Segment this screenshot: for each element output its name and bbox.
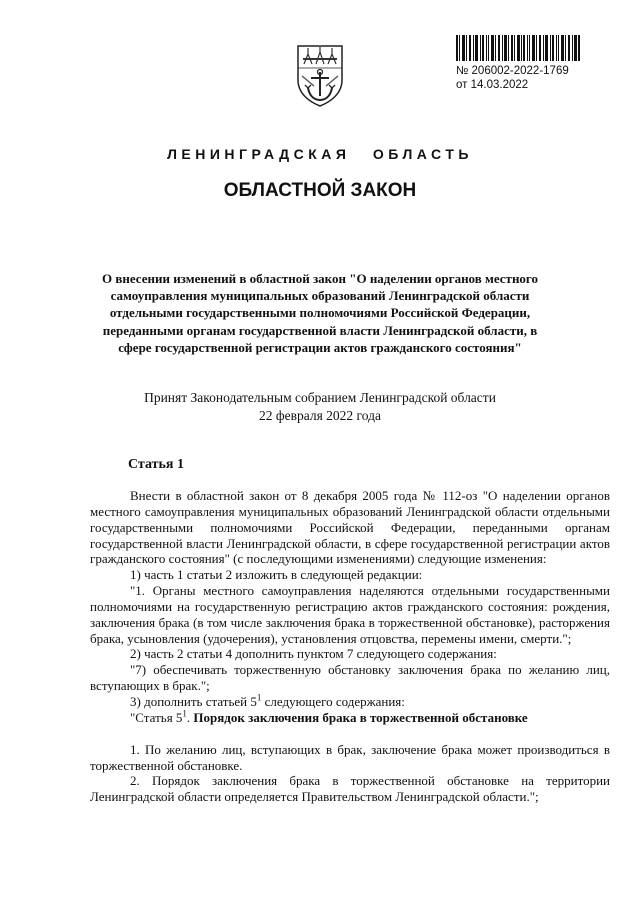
amendment-item-1: 1) часть 1 статьи 2 изложить в следующей редакции: <box>130 567 423 583</box>
new-article-prefix: "Статья 5 <box>130 709 183 725</box>
adoption-note <box>80 389 560 424</box>
amendment-item-1-text: "1. Органы местного самоуправления наделяются отдельными государственными полномочиями на государственную регистрацию актов гражданского состояния: рождения, заключения брака (в том числе заключения брака в торжественной обстановке), расторжения брака, усыновления (удочерения), установления отцовства, перемены имени, смерти."; <box>90 583 610 646</box>
new-article-title: Порядок заключения брака в торжественной обстановке <box>193 709 528 725</box>
new-article-heading: "Статья $5^1$. Порядок заключения брака в торжественной обстановке <box>130 708 528 725</box>
law-title: О внесении изменений в областной закон "О наделении органов местного самоуправления муниципальных образований Ленинградской области отдельными государственными полномочиями Российской Федерации, переданными органам государственной власти Ленинградской области, в сфере государственной регистрации актов гражданского состояния" <box>101 271 539 355</box>
document-type-heading: ОБЛАСТНОЙ ЗАКОН <box>223 180 417 201</box>
barcode-icon <box>456 35 580 61</box>
amendment-item-3-prefix: 3) дополнить статьей 5 <box>130 693 257 709</box>
adoption-line: Принят Законодательным собранием Ленинградской области <box>144 390 496 405</box>
new-article-point-1: 1. По желанию лиц, вступающих в брак, заключение брака может производиться в торжественной обстановке. <box>90 741 610 773</box>
new-article-point-2: 2. Порядок заключения брака в торжественной обстановке на территории Ленинградской области определяется Правительством Ленинградской области."; <box>90 773 610 805</box>
article-body <box>90 488 610 805</box>
adoption-date: 22 февраля 2022 года <box>259 407 381 423</box>
amendment-item-2-text: "7) обеспечивать торжественную обстановку заключения брака по желанию лиц, вступающих в брак."; <box>90 662 610 694</box>
registration-date: от 14.03.2022 <box>456 79 529 91</box>
new-article-sup: 1 <box>182 708 187 719</box>
amendment-item-2: 2) часть 2 статьи 4 дополнить пунктом 7 следующего содержания: <box>130 646 497 662</box>
amendment-item-3-suffix: следующего содержания: <box>261 693 405 709</box>
article-intro: Внести в областной закон от 8 декабря 2005 года № 112-оз "О наделении органов местного самоуправления муниципальных образований Ленинградской области отдельными государственными полномочиями Российской Федерации, переданными органам государственной власти Ленинградской области, в сфере государственной регистрации актов гражданского состояния" (с последующими изменениями) следующие изменения: <box>90 488 610 567</box>
registration-number: № 206002-2022-1769 <box>456 65 569 77</box>
article-heading: Статья 1 <box>128 457 184 472</box>
coat-of-arms-emblem <box>294 42 346 108</box>
amendment-item-3-sup: 1 <box>256 692 262 703</box>
amendment-item-3 <box>90 694 610 710</box>
registration-stamp <box>456 35 586 92</box>
region-heading: ЛЕНИНГРАДСКАЯ ОБЛАСТЬ <box>167 146 473 162</box>
